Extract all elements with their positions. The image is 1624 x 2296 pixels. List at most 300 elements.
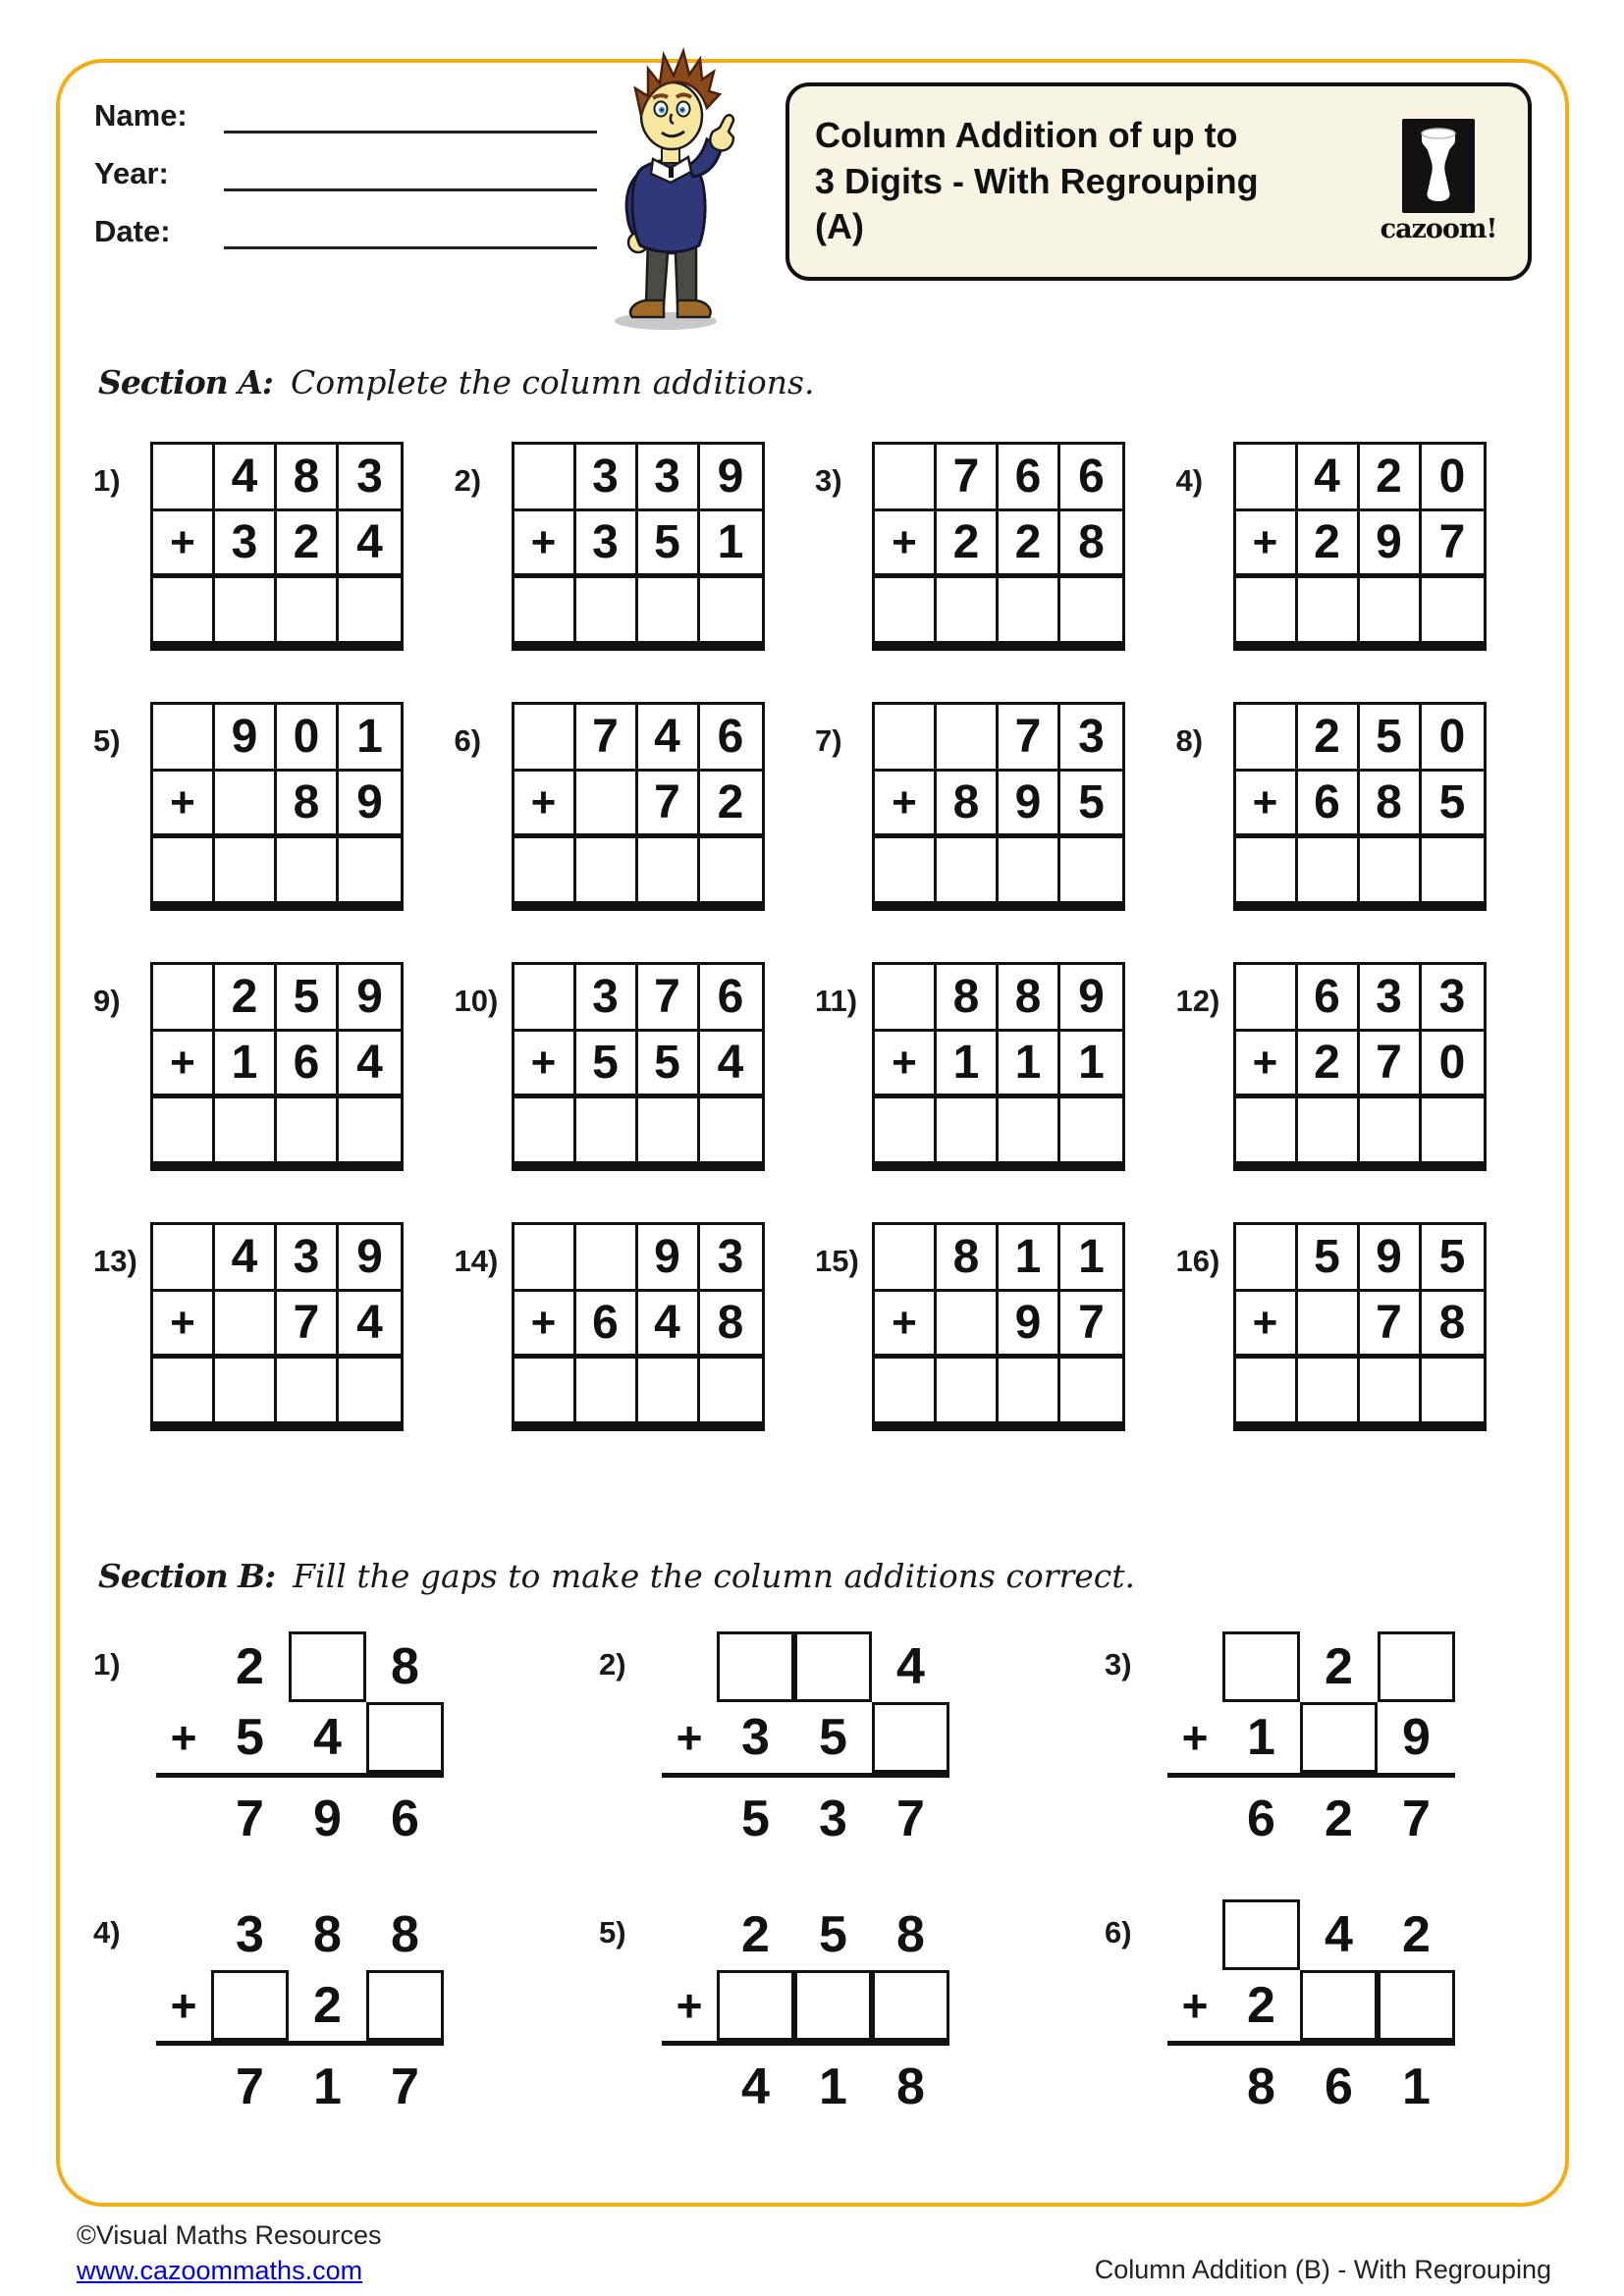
missing-digit-box[interactable] [872,1702,949,1773]
gap-fill-structure [1167,1899,1455,2122]
column-addition-problem [93,702,455,911]
column-addition-problem [1176,1222,1538,1431]
answer-cell[interactable] [875,1359,937,1421]
year-label: Year: [94,156,169,190]
answer-digit: 6 [1325,2058,1353,2115]
empty-cell [514,1225,576,1292]
answer-digit: 1 [1402,2058,1431,2115]
problem-number: 12) [1175,984,1220,1018]
digit-cell: 1 [1060,1225,1122,1292]
answer-row [875,838,1122,901]
digit-cell: 2 [313,1977,342,2034]
digit-cell: 4 [896,1638,925,1695]
digit-cell: 8 [937,772,999,838]
addend-top-row [153,965,401,1032]
answer-digit: 6 [1247,1790,1275,1847]
answer-cell[interactable] [215,1098,277,1161]
column-addition-problem [93,1222,455,1431]
answer-cell[interactable] [1236,1098,1298,1161]
digit-cell: 4 [1298,445,1360,511]
answer-cell[interactable] [999,1359,1060,1421]
djembe-drum-icon [1402,119,1475,213]
problem-number: 15) [815,1244,859,1278]
digit-cell: 4 [339,1032,401,1098]
spacer-cell [156,1899,211,1970]
digit-cell: 7 [1422,511,1484,578]
plus-sign: + [153,1032,215,1098]
digit-cell: 2 [937,511,999,578]
digit-cell: 8 [277,772,339,838]
digit-cell: 8 [1360,772,1422,838]
addend-bottom-row [875,772,1122,838]
missing-digit-box[interactable] [1378,1970,1455,2041]
answer-digit: 7 [236,2058,264,2115]
answer-cell[interactable] [700,838,762,901]
empty-cell [875,705,937,772]
answer-cell[interactable] [1236,578,1298,641]
section-a-problems [93,442,1537,1431]
answer-row [1167,2052,1455,2122]
answer-cell[interactable] [999,838,1060,901]
answer-row [153,578,401,641]
answer-digit: 5 [741,1790,770,1847]
problem-number: 6) [454,723,482,758]
digit-cell: 1 [999,1225,1060,1292]
answer-cell[interactable] [1298,1098,1360,1161]
addend-top-row [875,445,1122,511]
answer-digit: 4 [741,2058,770,2115]
problem-number: 8) [1175,723,1204,758]
answer-row [875,1359,1122,1421]
answer-digit: 7 [896,1790,925,1847]
plus-sign: + [875,1292,937,1359]
gap-fill-structure [662,1631,949,1854]
digit-cell: 7 [638,772,700,838]
answer-cell[interactable] [875,1098,937,1161]
addend-bottom-row [514,1292,762,1359]
answer-row [514,578,762,641]
answer-digit: 8 [896,2058,925,2115]
problem-number: 2) [599,1647,626,1682]
empty-cell [1236,705,1298,772]
spacer-cell [662,1899,717,1970]
website-link[interactable]: www.cazoommaths.com [77,2256,363,2285]
addend-top-row [1236,445,1484,511]
missing-digit-box[interactable] [366,1702,444,1773]
answer-row [875,1098,1122,1161]
column-addition-grid [150,1222,404,1431]
digit-cell: 7 [1060,1292,1122,1359]
digit-cell: 8 [277,445,339,511]
empty-cell [153,1225,215,1292]
spacer-cell [662,1784,717,1854]
missing-digit-box[interactable] [794,1631,872,1702]
answer-cell[interactable] [937,838,999,901]
answer-cell[interactable] [700,1359,762,1421]
year-input-line[interactable] [224,154,597,191]
column-addition-problem [455,702,816,911]
empty-cell [576,1225,638,1292]
plus-sign: + [1236,1292,1298,1359]
column-addition-grid [1233,1222,1487,1431]
digit-cell: 8 [937,1225,999,1292]
answer-cell[interactable] [1236,838,1298,901]
column-addition-grid [512,1222,765,1431]
addend-top-row [1236,965,1484,1032]
digit-cell: 4 [339,1292,401,1359]
digit-cell: 3 [1360,965,1422,1032]
answer-cell[interactable] [153,1098,215,1161]
answer-cell[interactable] [638,1359,700,1421]
plus-sign: + [676,1712,703,1763]
column-addition-grid [872,702,1125,911]
empty-cell [153,445,215,511]
answer-cell[interactable] [1298,838,1360,901]
answer-cell[interactable] [700,1098,762,1161]
plus-sign: + [676,1980,703,2031]
digit-cell: 9 [638,1225,700,1292]
digit-cell: 8 [937,965,999,1032]
digit-cell: 2 [1298,1032,1360,1098]
answer-cell[interactable] [514,1359,576,1421]
answer-cell[interactable] [514,578,576,641]
empty-cell [937,1292,999,1359]
answer-cell[interactable] [875,578,937,641]
digit-cell: 0 [1422,1032,1484,1098]
digit-cell: 1 [700,511,762,578]
missing-digit-box[interactable] [1300,1702,1378,1773]
answer-cell[interactable] [1422,1098,1484,1161]
digit-cell: 0 [1422,445,1484,511]
name-field [94,96,597,133]
digit-cell: 4 [1325,1906,1353,1963]
problem-number: 11) [815,984,858,1018]
empty-cell [153,705,215,772]
answer-cell[interactable] [277,1359,339,1421]
digit-cell: 9 [1402,1709,1431,1766]
name-input-line[interactable] [224,96,597,133]
digit-cell: 9 [999,1292,1060,1359]
empty-cell [875,445,937,511]
digit-cell: 7 [576,705,638,772]
answer-row [1236,1359,1484,1421]
column-addition-grid [512,442,765,651]
answer-digit: 1 [313,2058,342,2115]
empty-cell [514,705,576,772]
answer-cell[interactable] [153,838,215,901]
answer-cell[interactable] [277,1098,339,1161]
plus-sign: + [1236,772,1298,838]
digit-cell: 5 [638,1032,700,1098]
digit-cell: 2 [1325,1638,1353,1695]
digit-cell: 9 [339,772,401,838]
column-addition-problem [1176,442,1538,651]
spacer-cell [156,2052,211,2122]
column-addition-problem [455,1222,816,1431]
answer-cell[interactable] [1236,1359,1298,1421]
cazoom-logo [1379,119,1498,244]
digit-cell: 9 [1060,965,1122,1032]
digit-cell: 4 [700,1032,762,1098]
digit-cell: 2 [1298,705,1360,772]
answer-cell[interactable] [576,578,638,641]
addend-top-row [514,705,762,772]
problem-number: 5) [93,723,121,758]
gap-fill-structure [1167,1631,1455,1854]
column-addition-grid [1233,442,1487,651]
empty-cell [1298,1292,1360,1359]
column-addition-grid [150,442,404,651]
answer-cell[interactable] [277,838,339,901]
digit-cell: 3 [339,445,401,511]
digit-cell: 3 [638,445,700,511]
answer-row [514,1359,762,1421]
answer-digit: 2 [1325,1790,1353,1847]
gap-fill-structure [156,1899,444,2122]
answer-cell[interactable] [1360,838,1422,901]
answer-cell[interactable] [153,1359,215,1421]
plus-sign: + [153,772,215,838]
answer-cell[interactable] [937,1098,999,1161]
answer-cell[interactable] [700,578,762,641]
answer-digit: 9 [313,1790,342,1847]
column-addition-problem [93,442,455,651]
gap-fill-problem [93,1899,599,2122]
date-field [94,212,597,249]
digit-cell: 9 [1360,511,1422,578]
missing-digit-box[interactable] [872,1970,949,2041]
answer-cell[interactable] [215,578,277,641]
addend-bottom-row [875,1032,1122,1098]
addend-top-row [153,445,401,511]
answer-row [1236,838,1484,901]
column-addition-grid [150,962,404,1171]
addend-top-row [153,705,401,772]
answer-cell[interactable] [937,578,999,641]
missing-digit-box[interactable] [717,1970,794,2041]
missing-digit-box[interactable] [1222,1899,1300,1970]
sum-line [1167,1773,1455,1778]
digit-cell: 3 [236,1906,264,1963]
answer-cell[interactable] [999,578,1060,641]
addend-bottom-row [153,1032,401,1098]
digit-cell: 1 [1247,1709,1275,1766]
empty-cell [215,1292,277,1359]
missing-digit-box[interactable] [366,1970,444,2041]
student-cartoon-icon [597,37,784,332]
missing-digit-box[interactable] [717,1631,794,1702]
section-b-heading [98,1557,1135,1595]
plus-sign: + [170,1712,197,1763]
answer-cell[interactable] [576,1359,638,1421]
answer-cell[interactable] [339,1098,401,1161]
column-addition-grid [872,442,1125,651]
section-b-label: Section B: [98,1557,276,1595]
section-a-label: Section A: [98,363,273,401]
digit-cell: 9 [1360,1225,1422,1292]
digit-cell: 1 [1060,1032,1122,1098]
column-addition-grid [1233,702,1487,911]
answer-cell[interactable] [576,838,638,901]
digit-cell: 7 [1360,1292,1422,1359]
digit-cell: 6 [700,705,762,772]
addend-bottom-row [514,1032,762,1098]
answer-cell[interactable] [638,1098,700,1161]
date-label: Date: [94,214,171,248]
answer-cell[interactable] [1060,578,1122,641]
answer-cell[interactable] [1298,1359,1360,1421]
answer-cell[interactable] [1360,1098,1422,1161]
digit-cell: 5 [819,1709,847,1766]
plus-sign: + [514,1292,576,1359]
answer-cell[interactable] [215,838,277,901]
problem-number: 16) [1175,1244,1220,1278]
missing-digit-box[interactable] [1300,1970,1378,2041]
addend-rows [1167,1631,1455,1773]
answer-cell[interactable] [875,838,937,901]
answer-cell[interactable] [638,578,700,641]
digit-cell: 2 [1402,1906,1431,1963]
digit-cell: 6 [576,1292,638,1359]
addend-rows [662,1899,949,2041]
plus-sign: + [1181,1712,1209,1763]
digit-cell: 1 [215,1032,277,1098]
spacer-cell [662,2052,717,2122]
addend-rows [156,1631,444,1773]
answer-row [875,578,1122,641]
plus-sign: + [1181,1980,1209,2031]
digit-cell: 3 [576,965,638,1032]
gap-fill-problem [1105,1631,1455,1854]
addend-top-row [875,1225,1122,1292]
answer-cell[interactable] [1060,1098,1122,1161]
answer-row [156,2052,444,2122]
column-addition-grid [872,962,1125,1171]
digit-cell: 4 [313,1709,342,1766]
empty-cell [875,965,937,1032]
digit-cell: 3 [1422,965,1484,1032]
answer-row [662,2052,949,2122]
digit-cell: 6 [1060,445,1122,511]
addend-bottom-row [1236,772,1484,838]
gap-fill-problem [1105,1899,1455,2122]
plus-sign: + [153,511,215,578]
answer-row [662,1784,949,1854]
addend-top-row [153,1225,401,1292]
addend-rows [662,1631,949,1773]
problem-number: 2) [454,463,482,498]
gap-fill-problem [93,1631,599,1854]
addend-bottom-row [875,511,1122,578]
answer-cell[interactable] [514,1098,576,1161]
digit-cell: 4 [339,511,401,578]
answer-cell[interactable] [339,838,401,901]
answer-cell[interactable] [1422,838,1484,901]
answer-cell[interactable] [999,1098,1060,1161]
answer-cell[interactable] [277,578,339,641]
column-addition-grid [150,702,404,911]
answer-cell[interactable] [514,838,576,901]
missing-digit-box[interactable] [1378,1631,1455,1702]
missing-digit-box[interactable] [211,1970,289,2041]
empty-cell [937,705,999,772]
digit-cell: 6 [1298,772,1360,838]
spacer-cell [1167,1631,1222,1702]
answer-cell[interactable] [1422,578,1484,641]
missing-digit-box[interactable] [794,1970,872,2041]
answer-cell[interactable] [638,838,700,901]
answer-digit: 3 [819,1790,847,1847]
sum-line [662,1773,949,1778]
column-addition-problem [815,962,1176,1171]
plus-sign: + [514,1032,576,1098]
answer-cell[interactable] [1060,838,1122,901]
answer-cell[interactable] [153,578,215,641]
digit-cell: 8 [391,1906,419,1963]
missing-digit-box[interactable] [1222,1631,1300,1702]
answer-cell[interactable] [339,578,401,641]
answer-cell[interactable] [1060,1359,1122,1421]
student-info-fields [94,96,597,270]
answer-digit: 7 [391,2058,419,2115]
plus-sign: + [514,772,576,838]
answer-cell[interactable] [1298,578,1360,641]
answer-row [1167,1784,1455,1854]
answer-digit: 8 [1247,2058,1275,2115]
column-addition-problem [1176,702,1538,911]
spacer-cell [662,1631,717,1702]
digit-cell: 6 [277,1032,339,1098]
problem-number: 1) [93,463,121,498]
answer-cell[interactable] [1360,578,1422,641]
answer-row [153,1359,401,1421]
column-addition-grid [512,702,765,911]
copyright-text: ©Visual Maths Resources [77,2220,382,2250]
digit-cell: 3 [576,511,638,578]
cazoom-logo-text: cazoom! [1380,214,1497,244]
digit-cell: 0 [277,705,339,772]
date-input-line[interactable] [224,212,597,249]
answer-cell[interactable] [1360,1359,1422,1421]
problem-number: 5) [599,1915,626,1949]
answer-cell[interactable] [339,1359,401,1421]
empty-cell [1236,1225,1298,1292]
answer-cell[interactable] [937,1359,999,1421]
answer-cell[interactable] [1422,1359,1484,1421]
addend-bottom-row [153,511,401,578]
answer-cell[interactable] [215,1359,277,1421]
digit-cell: 4 [638,705,700,772]
missing-digit-box[interactable] [289,1631,366,1702]
addend-bottom-row [1236,1032,1484,1098]
plus-sign: + [875,1032,937,1098]
plus-sign: + [875,772,937,838]
spacer-cell [1167,1784,1222,1854]
digit-cell: 8 [1060,511,1122,578]
digit-cell: 3 [741,1709,770,1766]
digit-cell: 6 [1298,965,1360,1032]
plus-sign: + [153,1292,215,1359]
name-label: Name: [94,98,188,133]
worksheet-reference: Column Addition (B) - With Regrouping [1094,2255,1551,2284]
answer-cell[interactable] [576,1098,638,1161]
digit-cell: 7 [638,965,700,1032]
sum-line [156,1773,444,1778]
addend-top-row [514,1225,762,1292]
digit-cell: 0 [1422,705,1484,772]
digit-cell: 9 [215,705,277,772]
digit-cell: 8 [391,1638,419,1695]
